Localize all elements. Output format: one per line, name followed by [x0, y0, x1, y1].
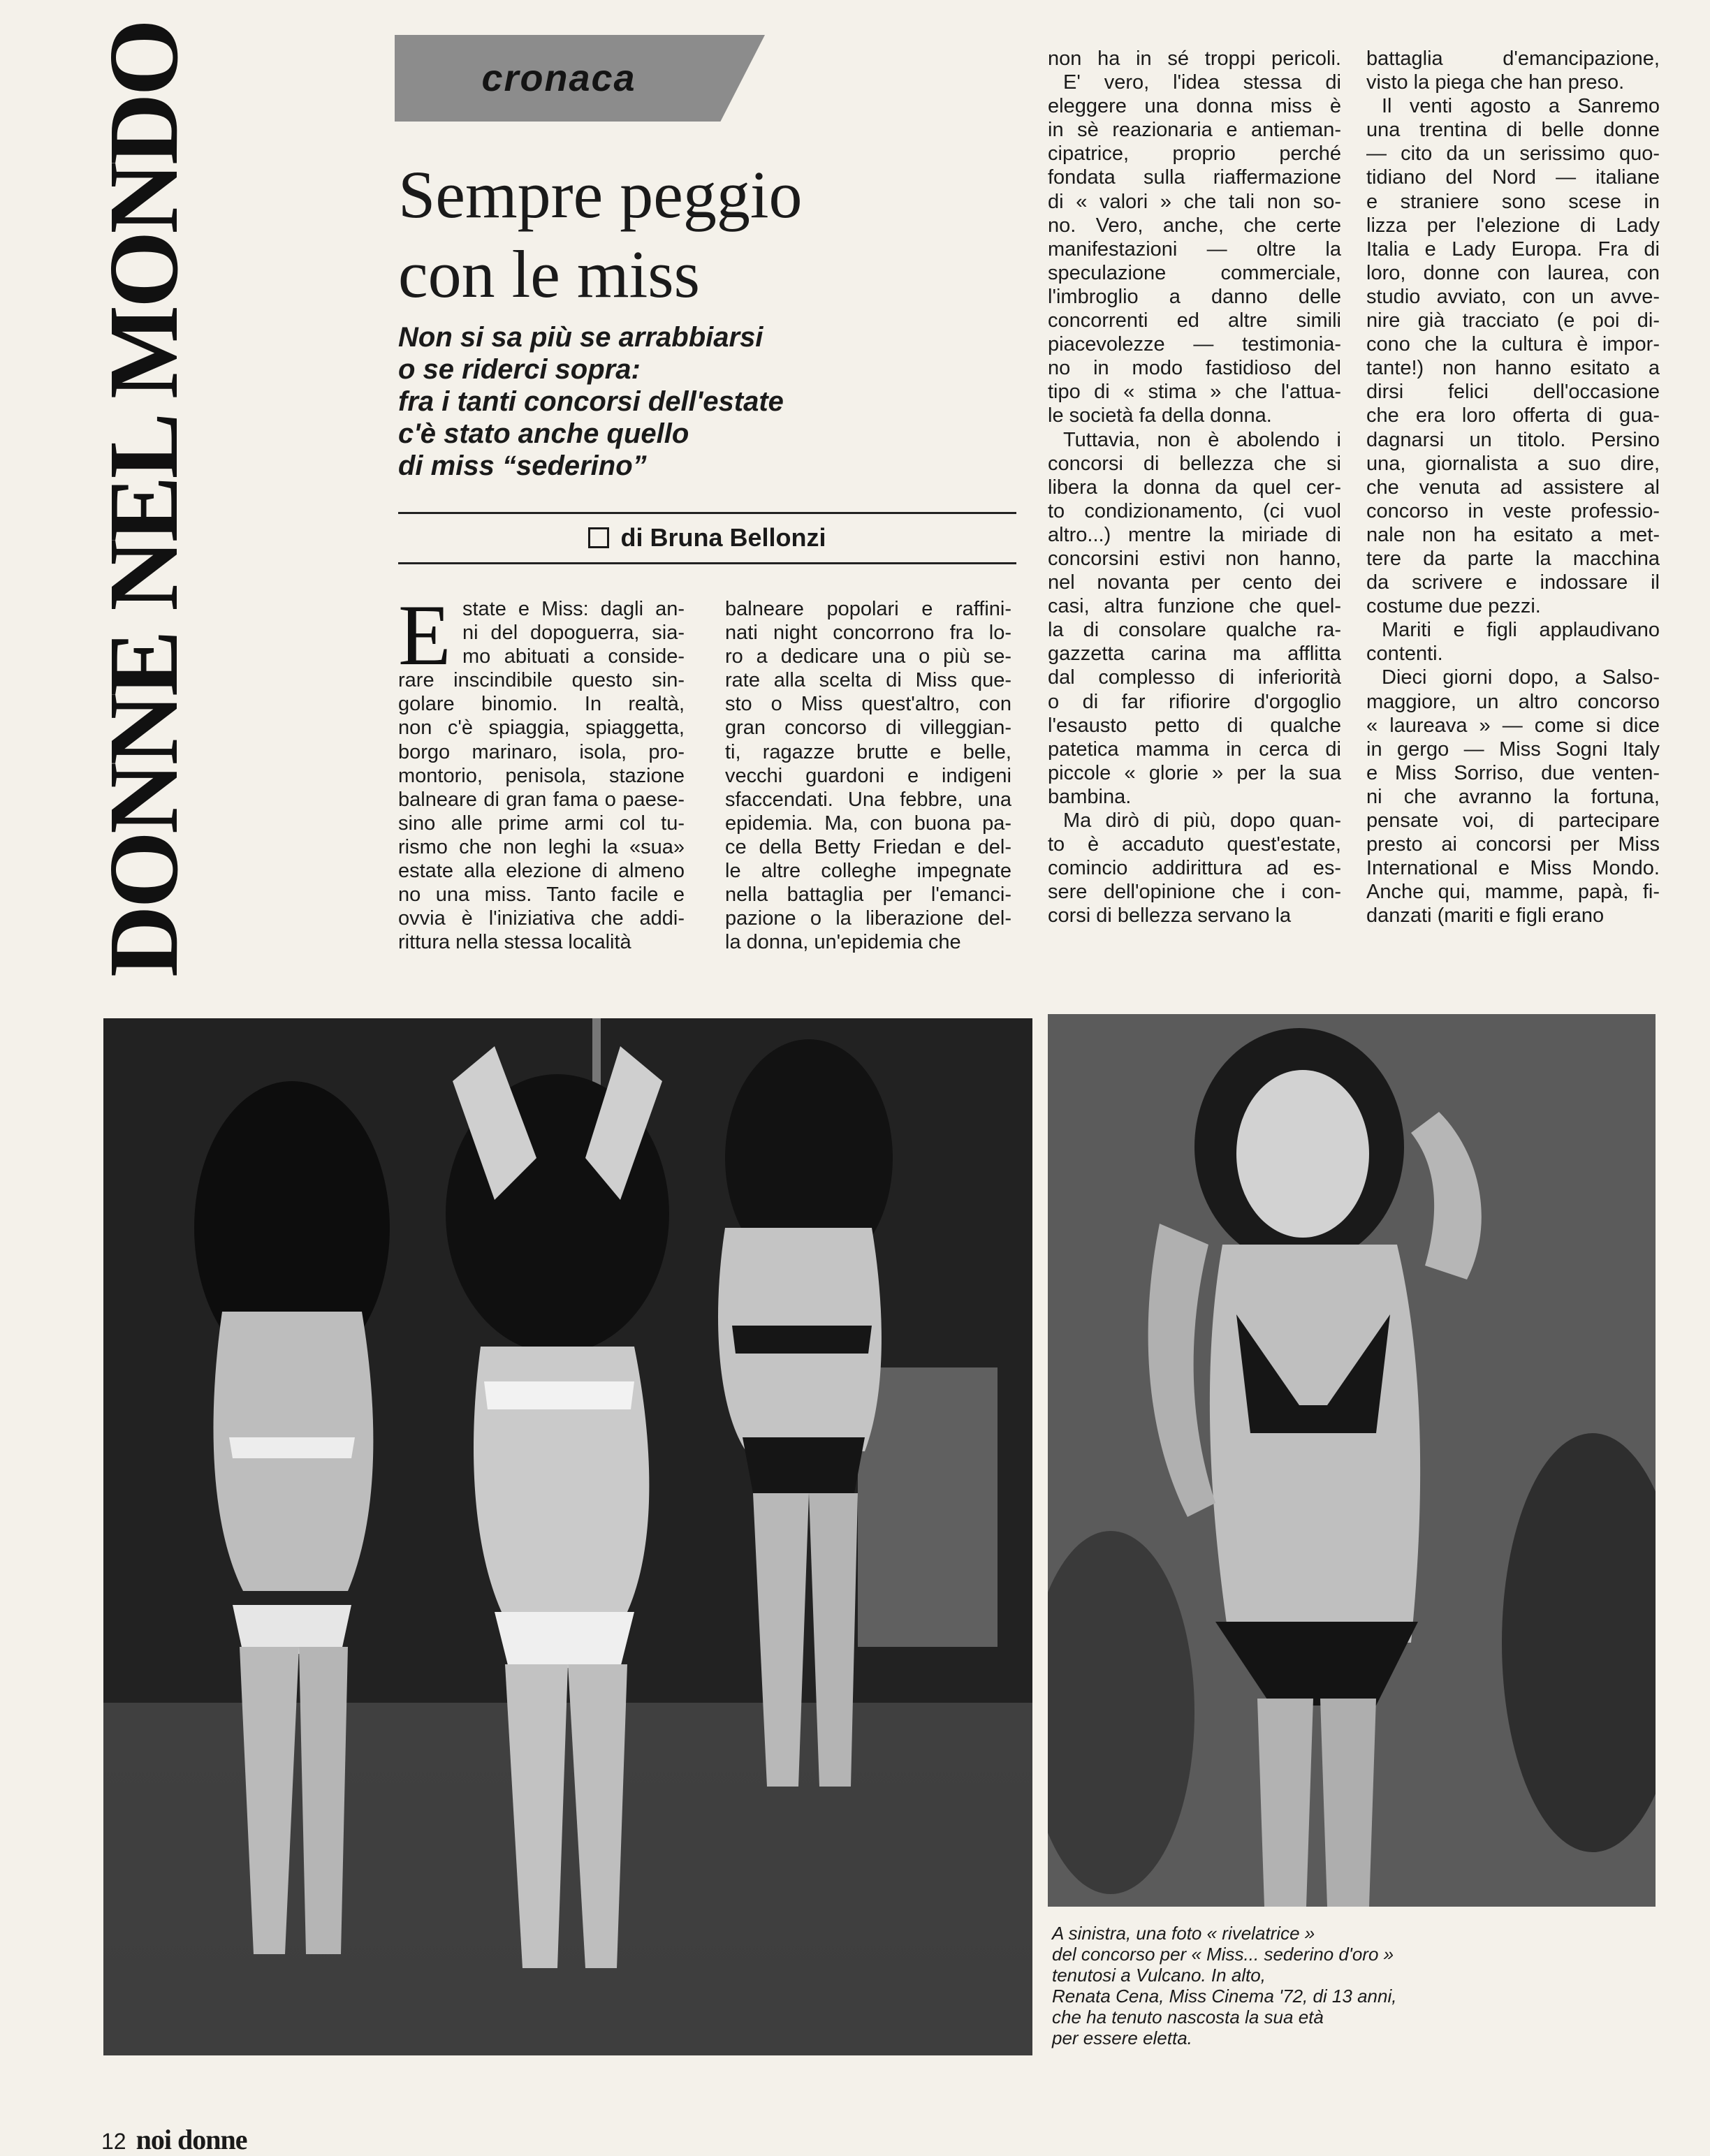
text-line: concorrenti ed altre simili — [1048, 309, 1341, 332]
text-line: contenti. — [1366, 643, 1443, 666]
page-number: 12 — [101, 2129, 126, 2154]
text-line: libera la donna da quel cer- — [1048, 476, 1341, 499]
text-line: no. Vero, anche, che certe — [1048, 214, 1341, 237]
text-line: Tuttavia, non è abolendo i — [1063, 428, 1341, 451]
text-line: ni che avranno la fortuna, — [1366, 785, 1660, 808]
text-line: o di far rifiorire d'orgoglio — [1048, 690, 1341, 713]
text-line: la donna, un'epidemia che — [725, 931, 961, 954]
deck-line: c'è stato anche quello — [398, 418, 689, 449]
deck-line: o se riderci sopra: — [398, 354, 641, 385]
text-line: speculazione commerciale, — [1048, 261, 1341, 284]
byline-rule-bottom — [398, 562, 1016, 564]
article-column-2 — [725, 597, 1011, 954]
text-line: battaglia d'emancipazione, — [1366, 47, 1660, 70]
drop-cap: E — [398, 587, 451, 683]
text-line: E' vero, l'idea stessa di — [1063, 71, 1341, 94]
text-line: piacevolezze — testimonia- — [1048, 333, 1341, 356]
text-line: nella battaglia per l'emanci- — [725, 883, 1011, 907]
text-line: ti, ragazze brutte e belle, — [725, 740, 1011, 763]
text-line: e Miss Sorriso, due venten- — [1366, 761, 1660, 784]
text-line: montorio, penisola, stazione — [398, 764, 685, 787]
text-line: sino alle prime armi col tu- — [398, 812, 685, 835]
text-line: eleggere una donna miss è — [1048, 95, 1341, 118]
text-line: Dieci giorni dopo, a Salso- — [1382, 666, 1660, 689]
text-line: ni del dopoguerra, sia- — [462, 622, 685, 645]
text-line: sto o Miss quest'altro, con — [725, 693, 1011, 716]
text-line: estate alla elezione di almeno — [398, 860, 685, 883]
caption-line: del concorso per « Miss... sederino d'oro » — [1052, 1944, 1394, 1965]
text-line: che venuta ad assistere al — [1366, 476, 1660, 499]
text-line: vecchi guardoni e indigeni — [725, 764, 1011, 787]
text-line: nel novanta per cento dei — [1048, 571, 1341, 594]
kicker: cronaca — [481, 57, 636, 99]
text-line: tante!) non hanno esitato a — [1366, 357, 1660, 380]
text-line: Il venti agosto a Sanremo — [1382, 95, 1660, 118]
headline-line: con le miss — [398, 237, 700, 311]
text-line: rismo che non leghi la «sua» — [398, 835, 685, 858]
text-line: gran concorso di villeggian- — [725, 717, 1011, 740]
text-line: e straniere sono scese in — [1366, 190, 1660, 213]
text-line: in gergo — Miss Sogni Italy — [1366, 738, 1660, 761]
text-line: altro...) mentre la miriade di — [1048, 523, 1341, 546]
text-line: visto la piega che han preso. — [1366, 71, 1625, 94]
photo-renata-cena — [1048, 1014, 1656, 1907]
text-line: balneare di gran fama o paese- — [398, 788, 685, 811]
text-line: maggiore, un altro concorso — [1366, 690, 1660, 713]
deck — [398, 321, 1027, 482]
caption-line: che ha tenuto nascosta la sua età — [1052, 2007, 1324, 2027]
byline — [398, 513, 1016, 562]
text-line: presto ai concorsi per Miss — [1366, 833, 1660, 856]
page-footer — [101, 2123, 247, 2156]
text-line: studio avviato, con un avve- — [1366, 285, 1660, 308]
text-line: nale non ha esitato a met- — [1366, 523, 1660, 546]
text-line: una trentina di belle donne — [1366, 119, 1660, 142]
byline-box-icon — [588, 527, 609, 548]
caption-line: Renata Cena, Miss Cinema '72, di 13 anni, — [1052, 1986, 1397, 2007]
text-line: cipatrice, proprio perché — [1048, 142, 1341, 166]
text-line: International e Miss Mondo. — [1366, 857, 1660, 880]
photo-caption — [1052, 1923, 1443, 2048]
text-line: l'imbroglio a danno delle — [1048, 285, 1341, 308]
text-line: ce della Betty Friedan e del- — [725, 835, 1011, 858]
text-line: cono che la cultura è impor- — [1366, 333, 1660, 356]
text-line: nati night concorrono fra lo- — [725, 622, 1011, 645]
photo-contestants-from-behind — [103, 1018, 1032, 2055]
text-line: l'esausto petto di qualche — [1048, 714, 1341, 737]
text-line: piccole « glorie » per la sua — [1048, 761, 1341, 784]
text-line: la di consolare qualche ra- — [1048, 619, 1341, 642]
text-line: da scrivere e indossare il — [1366, 571, 1660, 594]
text-line: pensate voi, di partecipare — [1366, 809, 1660, 832]
article-column-1 — [398, 587, 685, 954]
text-line: Italia e Lady Europa. Fra di — [1366, 237, 1660, 261]
text-line: epidemia. Ma, con buona pa- — [725, 812, 1011, 835]
magazine-name: noi donne — [136, 2124, 247, 2155]
text-line: non c'è spiaggia, spiaggetta, — [398, 717, 685, 740]
deck-line: di miss “sederino” — [398, 450, 647, 481]
text-line: una, giornalista a suo dire, — [1366, 452, 1660, 475]
text-line: mo abituati a conside- — [462, 645, 685, 668]
text-line: dal complesso di inferiorità — [1048, 666, 1341, 689]
deck-line: Non si sa più se arrabbiarsi — [398, 322, 763, 353]
text-line: rare inscindibile questo sin- — [398, 669, 685, 692]
text-line: patetica mamma in cerca di — [1048, 738, 1341, 761]
text-line: concorso in veste professio- — [1366, 499, 1660, 522]
caption-line: tenutosi a Vulcano. In alto, — [1052, 1965, 1266, 1986]
text-line: no una miss. Tanto facile e — [398, 883, 685, 907]
text-line: concorsi di bellezza che si — [1048, 452, 1341, 475]
text-line: Mariti e figli applaudivano — [1382, 619, 1660, 642]
deck-line: fra i tanti concorsi dell'estate — [398, 386, 784, 417]
section-title: DONNE NEL MONDO — [88, 22, 198, 977]
text-line: sere dell'opinione che i con- — [1048, 881, 1341, 904]
text-line: gazzetta carina ma afflitta — [1048, 643, 1341, 666]
text-line: nire già tracciato (e poi di- — [1366, 309, 1660, 332]
text-line: danzati (mariti e figli erano — [1366, 904, 1605, 927]
text-line: borgo marinaro, isola, pro- — [398, 740, 685, 763]
photo-portrait-illustration — [1048, 1014, 1656, 1907]
text-line: comincio addirittura ad es- — [1048, 857, 1341, 880]
article-column-3 — [1048, 47, 1341, 927]
photo-contestants-illustration — [103, 1018, 1032, 2055]
text-line: le altre colleghe impegnate — [725, 860, 1011, 883]
text-line: « laureava » — come si dice — [1366, 714, 1660, 737]
byline-text: di Bruna Bellonzi — [620, 523, 826, 552]
text-line: manifestazioni — oltre la — [1048, 237, 1341, 261]
text-line: costume due pezzi. — [1366, 595, 1541, 618]
text-line: Anche qui, mamme, papà, fi- — [1366, 881, 1660, 904]
text-line: lizza per l'elezione di Lady — [1366, 214, 1660, 237]
text-line: casi, altra funzione che quel- — [1048, 595, 1341, 618]
text-line: pazione o la liberazione del- — [725, 907, 1011, 930]
headline-line: Sempre peggio — [398, 157, 803, 232]
text-line: to è accaduto quest'estate, — [1048, 833, 1341, 856]
text-line: loro, donne con laurea, con — [1366, 261, 1660, 284]
text-line: corsi di bellezza servano la — [1048, 904, 1292, 927]
text-line: ro a dedicare una o più se- — [725, 645, 1011, 668]
text-line: in sè reazionaria e antieman- — [1048, 119, 1341, 142]
text-line: bambina. — [1048, 785, 1132, 808]
text-line: che era loro offerta di gua- — [1366, 404, 1660, 427]
text-line: tere da parte la macchina — [1366, 547, 1660, 570]
text-line: golare binomio. In realtà, — [398, 693, 685, 716]
text-line: rittura nella stessa località — [398, 931, 631, 954]
text-line: tidiano del Nord — italiane — [1366, 166, 1660, 189]
text-line: dagnarsi un titolo. Persino — [1366, 428, 1660, 451]
text-line: — cito da un serissimo quo- — [1366, 142, 1660, 166]
text-line: dirsi felici dell'occasione — [1366, 381, 1660, 404]
text-line: to condizionamento, (ci vuol — [1048, 499, 1341, 522]
text-line: di « valori » che tali non so- — [1048, 190, 1341, 213]
text-line: concorsini estivi non hanno, — [1048, 547, 1341, 570]
text-line: le società fa della donna. — [1048, 404, 1272, 427]
text-line: balneare popolari e raffini- — [725, 598, 1011, 620]
text-line: ovvia è l'iniziativa che addi- — [398, 907, 685, 930]
text-line: fondata sulla riaffermazione — [1048, 166, 1341, 189]
text-line: tipo di « stima » che l'attua- — [1048, 381, 1341, 404]
article-column-4 — [1366, 47, 1660, 927]
headline — [398, 155, 1027, 314]
text-line: rate alla scelta di Miss que- — [725, 669, 1011, 692]
text-line: non ha in sé troppi pericoli. — [1048, 47, 1341, 70]
section-title-vertical — [88, 22, 198, 977]
text-line: no in modo fastidioso del — [1048, 357, 1341, 380]
text-line: state e Miss: dagli an- — [462, 598, 685, 620]
text-line: sfaccendati. Una febbre, una — [725, 788, 1011, 811]
text-line: Ma dirò di più, dopo quan- — [1063, 809, 1341, 832]
caption-line: per essere eletta. — [1052, 2027, 1192, 2048]
caption-line: A sinistra, una foto « rivelatrice » — [1052, 1923, 1315, 1944]
